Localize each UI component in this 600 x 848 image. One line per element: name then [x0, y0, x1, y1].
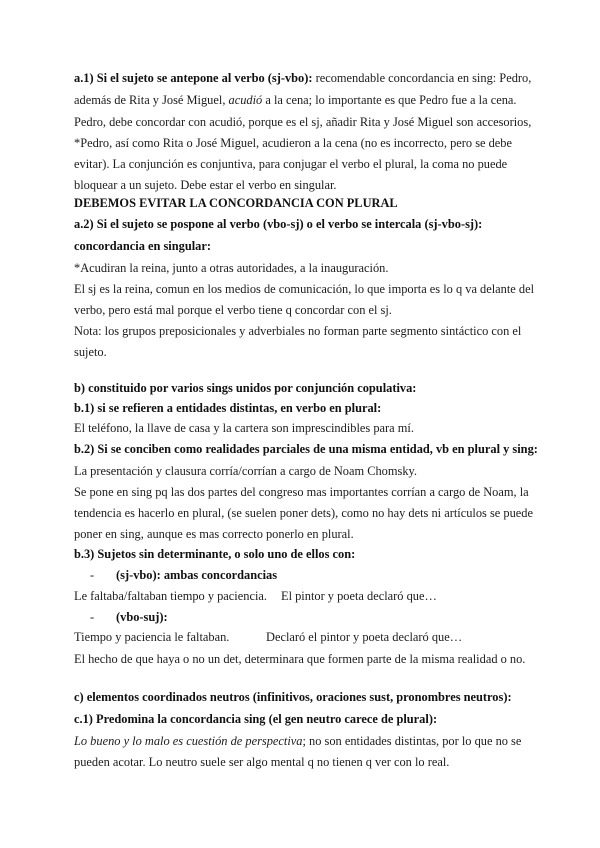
- a1-line-5: evitar). La conjunción es conjuntiva, para conjugar el verbo el plural, la coma no puede: [74, 157, 508, 171]
- a2-subheading: concordancia en singular:: [74, 239, 211, 253]
- a1-line-6: bloquear a un sujeto. Debe estar el verbo en singular.: [74, 178, 337, 192]
- b1-example: El teléfono, la llave de casa y la cartera son imprescindibles para mí.: [74, 421, 414, 435]
- b3-note: El hecho de que haya o no un det, determinara que formen parte de la misma realidad o no.: [74, 652, 526, 666]
- example-vbo-suj-1: Tiempo y paciencia le faltaban.: [74, 630, 230, 644]
- c-heading: c) elementos coordinados neutros (infinitivos, oraciones sust, pronombres neutros):: [74, 690, 512, 704]
- b2-example: La presentación y clausura corría/corrían a cargo de Noam Chomsky.: [74, 464, 418, 478]
- b2-line-3: poner en sing, aunque es mas correcto ponerlo en plural.: [74, 527, 354, 541]
- bullet-sj-vbo: - (sj-vbo): ambas concordancias: [90, 568, 278, 582]
- c1-line-1: Lo bueno y lo malo es cuestión de perspectiva; no son entidades distintas, por lo que no se: [74, 734, 522, 748]
- a1-heading: a.1) Si el sujeto se antepone al verbo (sj-vbo):: [74, 71, 313, 85]
- a1-line-2: además de Rita y José Miguel, acudió a la cena; lo importante es que Pedro fue a la cena.: [74, 93, 517, 107]
- a2-line-4: El sj es la reina, comun en los medios de comunicación, lo que importa es lo q va delante del: [74, 282, 535, 296]
- example-sj-vbo-2: El pintor y poeta declaró que…: [281, 589, 437, 603]
- c1-heading: c.1) Predomina la concordancia sing (el gen neutro carece de plural):: [74, 712, 438, 726]
- example-vbo-suj-2: Declaró el pintor y poeta declaró que…: [266, 630, 463, 644]
- c1-italic-example: Lo bueno y lo malo es cuestión de perspectiva: [74, 734, 303, 748]
- a1-line-4: *Pedro, así como Rita o José Miguel, acudieron a la cena (no es incorrecto, pero se debe: [74, 136, 512, 150]
- b2-heading: b.2) Si se conciben como realidades parciales de una misma entidad, vb en plural y sing:: [74, 442, 538, 456]
- a1-line-1: a.1) Si el sujeto se antepone al verbo (sj-vbo): recomendable concordancia en sing: Pedro,: [74, 71, 532, 85]
- b3-heading: b.3) Sujetos sin determinante, o solo uno de ellos con:: [74, 547, 356, 561]
- bullet-dash: -: [90, 568, 95, 582]
- a1-line-3: Pedro, debe concordar con acudió, porque es el sj, añadir Rita y José Miguel son accesorios,: [74, 115, 532, 129]
- a2-example: *Acudiran la reina, junto a otras autoridades, a la inauguración.: [74, 261, 389, 275]
- plural-warning-heading: DEBEMOS EVITAR LA CONCORDANCIA CON PLURAL: [74, 196, 398, 210]
- a2-note-line-2: sujeto.: [74, 345, 107, 359]
- a2-line-5: verbo, pero está mal porque el verbo tiene q concordar con el sj.: [74, 303, 392, 317]
- a2-heading: a.2) Si el sujeto se pospone al verbo (vbo-sj) o el verbo se intercala (sj-vbo-sj):: [74, 217, 483, 231]
- bullet-vbo-suj: - (vbo-suj):: [90, 610, 168, 624]
- a2-note-line-1: Nota: los grupos preposicionales y adverbiales no forman parte segmento sintáctico con el: [74, 324, 522, 338]
- example-sj-vbo-1: Le faltaba/faltaban tiempo y paciencia.: [74, 589, 267, 603]
- c1-line-2: pueden acotar. Lo neutro suele ser algo mental q no tienen q ver con lo real.: [74, 755, 450, 769]
- b-heading: b) constituido por varios sings unidos por conjunción copulativa:: [74, 381, 417, 395]
- a1-italic-verb: acudió: [228, 93, 263, 107]
- b1-heading: b.1) si se refieren a entidades distintas, en verbo en plural:: [74, 401, 382, 415]
- b2-line-2: tendencia es hacerlo en plural, (se suelen poner dets), como no hay dets ni artículos se puede: [74, 506, 533, 520]
- bullet-dash: -: [90, 610, 95, 624]
- b2-line-1: Se pone en sing pq las dos partes del congreso mas importantes corrían a cargo de Noam, la: [74, 485, 529, 499]
